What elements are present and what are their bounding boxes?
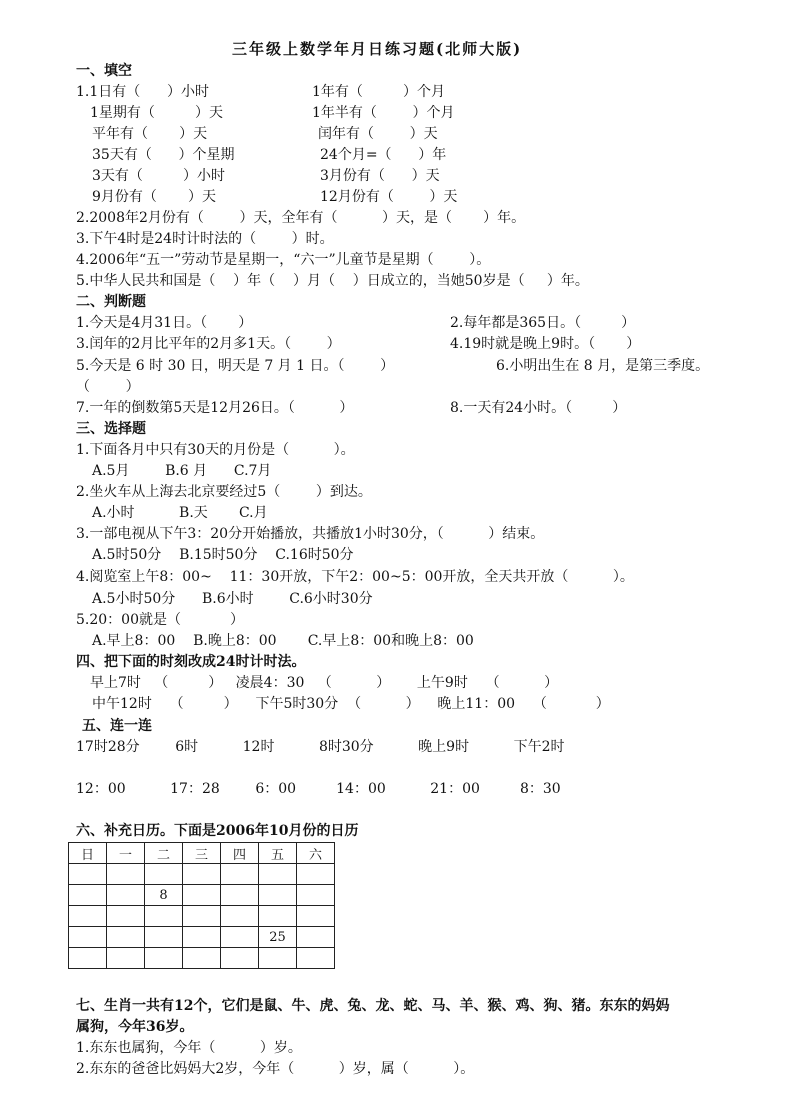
s1-row1-left: 1.1日有（ ）小时 (76, 84, 209, 100)
calendar-day-header: 六 (297, 843, 335, 864)
calendar-cell[interactable] (297, 864, 335, 885)
s1-row1-right: 1年有（ ）个月 (312, 84, 445, 100)
s3-question-1-options: A.5月 B.6 月 C.7月 (92, 463, 272, 479)
s3-question-1: 1.下面各月中只有30天的月份是（ ）。 (76, 442, 355, 458)
calendar-cell[interactable] (259, 906, 297, 927)
s1-row2-left: 1星期有（ ）天 (90, 105, 223, 121)
s3-question-5-options: A.早上8：00 B.晚上8：00 C.早上8：00和晚上8：00 (92, 633, 474, 649)
section-7-heading: 七、生肖一共有12个，它们是鼠、牛、虎、兔、龙、蛇、马、羊、猴、鸡、狗、猪。东东的妈妈 (76, 998, 670, 1014)
section-2-heading: 二、判断题 (76, 294, 146, 310)
s1-row5-left: 3天有（ ）小时 (92, 168, 225, 184)
calendar-day-header: 五 (259, 843, 297, 864)
calendar-cell[interactable] (69, 885, 107, 906)
calendar-day-header: 二 (145, 843, 183, 864)
s2-question-4: 4.19时就是晚上9时。（ ） (450, 336, 641, 352)
calendar-cell[interactable] (183, 927, 221, 948)
calendar-cell[interactable] (297, 927, 335, 948)
calendar-cell[interactable] (145, 948, 183, 969)
calendar-cell[interactable] (107, 864, 145, 885)
calendar-week-row (69, 906, 335, 927)
calendar-header-row (69, 843, 335, 864)
s1-question-4: 4.2006年“五一”劳动节是星期一，“六一”儿童节是星期（ ）。 (76, 252, 491, 268)
s3-question-4-options: A.5小时50分 B.6小时 C.6小时30分 (92, 591, 373, 607)
s1-row3-right: 闰年有（ ）天 (318, 126, 438, 142)
calendar-day-header: 四 (221, 843, 259, 864)
calendar-cell[interactable] (69, 864, 107, 885)
s3-question-4: 4.阅览室上午8：00~ 11：30开放，下午2：00~5：00开放，全天共开放（ ）。 (76, 569, 634, 585)
s7-question-2: 2.东东的爸爸比妈妈大2岁，今年（ ）岁，属（ ）。 (76, 1061, 475, 1077)
calendar-week-row (69, 885, 335, 906)
calendar-cell[interactable] (259, 864, 297, 885)
calendar-cell[interactable] (221, 906, 259, 927)
s3-question-5: 5.20：00就是（ ） (76, 612, 244, 628)
s1-question-3: 3.下午4时是24时计时法的（ ）时。 (76, 231, 334, 247)
calendar-cell[interactable] (69, 906, 107, 927)
calendar-cell[interactable] (221, 885, 259, 906)
calendar-week-row (69, 864, 335, 885)
calendar-cell[interactable]: 8 (145, 885, 183, 906)
calendar-cell[interactable] (259, 948, 297, 969)
calendar-cell[interactable] (221, 864, 259, 885)
s7-question-1: 1.东东也属狗，今年（ ）岁。 (76, 1040, 302, 1056)
section-4-heading: 四、把下面的时刻改成24时计时法。 (76, 654, 306, 670)
calendar-cell[interactable] (69, 948, 107, 969)
calendar-cell[interactable] (69, 927, 107, 948)
s3-question-2: 2.坐火车从上海去北京要经过5（ ）到达。 (76, 484, 372, 500)
calendar-cell[interactable] (145, 927, 183, 948)
section-1-heading: 一、填空 (76, 63, 132, 79)
s1-row4-right: 24个月=（ ）年 (320, 147, 447, 163)
s2-question-2: 2.每年都是365日。（ ） (450, 315, 636, 331)
calendar-day-header: 三 (183, 843, 221, 864)
s1-row5-right: 3月份有（ ）天 (320, 168, 440, 184)
calendar-cell[interactable] (183, 948, 221, 969)
s2-question-5: 5.今天是 6 时 30 日，明天是 7 月 1 日。（ ） (76, 358, 395, 374)
calendar-cell[interactable] (297, 906, 335, 927)
s1-question-2: 2.2008年2月份有（ ）天，全年有（ ）天，是（ ）年。 (76, 210, 526, 226)
section-7-heading-cont: 属狗，今年36岁。 (76, 1019, 194, 1035)
s3-question-2-options: A.小时 B.天 C.月 (92, 505, 268, 521)
page-title: 三年级上数学年月日练习题(北师大版) (232, 40, 523, 58)
calendar-cell[interactable] (107, 927, 145, 948)
s2-question-6: 6.小明出生在 8 月，是第三季度。 (496, 358, 710, 374)
s3-question-3-options: A.5时50分 B.15时50分 C.16时50分 (92, 547, 354, 563)
calendar-week-row (69, 927, 335, 948)
s4-row-2: 中午12时 （ ） 下午5时30分 （ ） 晚上11：00 （ ） (92, 696, 610, 712)
section-5-heading: 五、连一连 (82, 718, 152, 734)
calendar-cell[interactable] (107, 906, 145, 927)
s1-row6-right: 12月份有（ ）天 (320, 189, 458, 205)
calendar-day-header: 日 (69, 843, 107, 864)
calendar-table (68, 842, 335, 969)
calendar-cell[interactable] (145, 906, 183, 927)
calendar-cell[interactable] (107, 885, 145, 906)
section-6-heading: 六、补充日历。下面是2006年10月份的日历 (76, 823, 359, 839)
calendar-cell[interactable] (221, 927, 259, 948)
s5-row-times: 17时28分 6时 12时 8时30分 晚上9时 下午2时 (76, 739, 565, 755)
s2-question-6-bracket: （ ） (76, 379, 140, 395)
s1-row6-left: 9月份有（ ）天 (92, 189, 217, 205)
calendar-cell[interactable] (297, 885, 335, 906)
calendar-cell[interactable] (107, 948, 145, 969)
s1-row2-right: 1年半有（ ）个月 (312, 105, 455, 121)
s2-question-7: 7.一年的倒数第5天是12月26日。（ ） (76, 400, 354, 416)
calendar-day-header: 一 (107, 843, 145, 864)
s4-row-1: 早上7时 （ ） 凌晨4：30 （ ） 上午9时 （ ） (90, 675, 559, 691)
calendar-cell[interactable] (221, 948, 259, 969)
section-3-heading: 三、选择题 (76, 421, 146, 437)
s2-question-1: 1.今天是4月31日。（ ） (76, 315, 253, 331)
s1-question-5: 5.中华人民共和国是（ ）年（ ）月（ ）日成立的，当她50岁是（ ）年。 (76, 273, 589, 289)
calendar-cell[interactable]: 25 (259, 927, 297, 948)
calendar-cell[interactable] (183, 885, 221, 906)
calendar-cell[interactable] (297, 948, 335, 969)
calendar-cell[interactable] (145, 864, 183, 885)
s3-question-3: 3.一部电视从下午3：20分开始播放，共播放1小时30分，（ ）结束。 (76, 526, 545, 542)
calendar-cell[interactable] (259, 885, 297, 906)
calendar-cell[interactable] (183, 906, 221, 927)
s2-question-8: 8.一天有24小时。（ ） (450, 400, 627, 416)
s1-row3-left: 平年有（ ）天 (92, 126, 208, 142)
calendar-week-row (69, 948, 335, 969)
s5-row-24h: 12：00 17：28 6：00 14：00 21：00 8：30 (76, 781, 561, 797)
s2-question-3: 3.闰年的2月比平年的2月多1天。（ ） (76, 336, 341, 352)
calendar-cell[interactable] (183, 864, 221, 885)
s1-row4-left: 35天有（ ）个星期 (92, 147, 235, 163)
